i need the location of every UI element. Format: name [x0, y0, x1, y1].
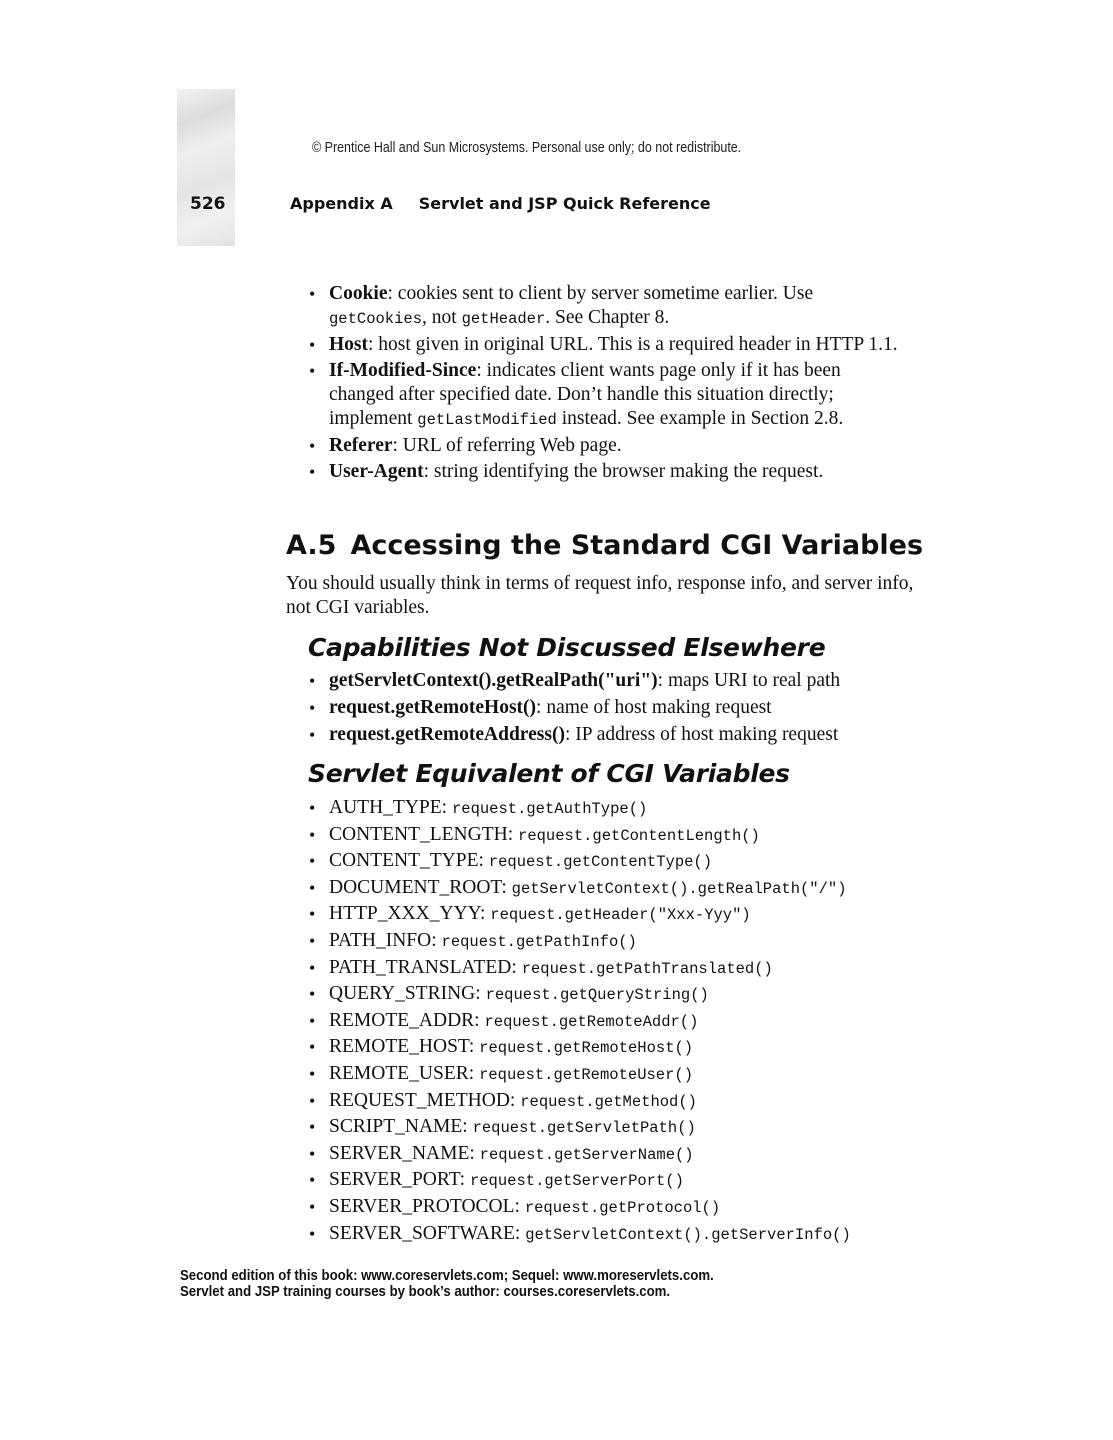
cgi-var: SERVER_NAME — [329, 1142, 470, 1164]
subheading-capabilities: Capabilities Not Discussed Elsewhere — [308, 633, 826, 662]
cgi-var: REMOTE_USER — [329, 1062, 469, 1084]
desc: : name of host making request — [536, 697, 772, 718]
list-item-host — [307, 333, 907, 357]
code: request.getMethod() — [520, 1092, 697, 1111]
list-item: • SERVER_PORT: request.getServerPort() — [307, 1168, 927, 1195]
section-heading — [286, 530, 923, 561]
cgi-var: SCRIPT_NAME — [329, 1116, 463, 1138]
cgi-var: SERVER_PORT — [329, 1169, 460, 1191]
list-item — [307, 696, 927, 720]
term: Referer — [329, 435, 393, 456]
code: getLastModified — [417, 411, 557, 429]
cgi-var: CONTENT_TYPE — [329, 850, 479, 872]
code: getServletContext().getServerInfo() — [525, 1225, 851, 1244]
code: getServletContext().getRealPath("/") — [511, 879, 847, 898]
cgi-var: REQUEST_METHOD — [329, 1089, 510, 1111]
cgi-var: CONTENT_LENGTH — [329, 823, 508, 845]
request-headers-list — [307, 282, 907, 486]
desc: : string identifying the browser making the request. — [423, 461, 824, 482]
footer-line-1: Second edition of this book: www.coreservlets.com; Sequel: www.moreservlets.com. — [180, 1267, 714, 1284]
list-item: • PATH_INFO: request.getPathInfo() — [307, 929, 927, 956]
term: If-Modified-Since — [329, 360, 477, 381]
code: request.getRemoteAddr() — [484, 1012, 699, 1031]
list-item: • AUTH_TYPE: request.getAuthType() — [307, 796, 927, 823]
list-item: • CONTENT_TYPE: request.getContentType() — [307, 849, 927, 876]
page-edge-tab — [177, 89, 235, 246]
cgi-var: HTTP_XXX_YYY — [329, 903, 480, 925]
code: request.getServletPath() — [472, 1119, 696, 1138]
code: request.getRemoteUser() — [479, 1065, 693, 1084]
running-head — [290, 194, 711, 213]
section-title: Accessing the Standard CGI Variables — [350, 530, 924, 561]
list-item: • HTTP_XXX_YYY: request.getHeader("Xxx-Yyy") — [307, 902, 927, 929]
list-item-if-modified-since — [307, 359, 907, 432]
code: request.getPathTranslated() — [521, 959, 773, 978]
list-item: • DOCUMENT_ROOT: getServletContext().getRealPath("/") — [307, 876, 927, 903]
term: Host — [329, 334, 368, 355]
term: Cookie — [329, 283, 388, 304]
cgi-var: PATH_TRANSLATED — [329, 956, 512, 978]
desc: : cookies sent to client by server sometime earlier. Use — [387, 283, 814, 304]
term: User-Agent — [329, 461, 424, 482]
list-item: • SERVER_PROTOCOL: request.getProtocol() — [307, 1195, 927, 1222]
list-item: • QUERY_STRING: request.getQueryString() — [307, 982, 927, 1009]
list-item-cookie — [307, 282, 907, 331]
code: request.getRemoteHost() — [479, 1039, 694, 1058]
cgi-var: AUTH_TYPE — [329, 797, 442, 818]
page-footer — [180, 1268, 714, 1300]
list-item — [307, 669, 927, 693]
subheading-cgi-equivalents: Servlet Equivalent of CGI Variables — [308, 759, 790, 788]
list-item-referer — [307, 434, 907, 458]
cgi-variables-list — [307, 796, 927, 1248]
desc: instead. See example in Section 2.8. — [556, 408, 844, 429]
list-item-user-agent — [307, 460, 907, 484]
list-item: • REMOTE_ADDR: request.getRemoteAddr() — [307, 1009, 927, 1036]
section-number: A.5 — [286, 530, 337, 561]
page-number: 526 — [190, 194, 226, 214]
desc: : URL of referring Web page. — [392, 435, 622, 456]
desc: : maps URI to real path — [657, 670, 841, 691]
list-item: • SCRIPT_NAME: request.getServletPath() — [307, 1115, 927, 1142]
cgi-var: DOCUMENT_ROOT — [329, 876, 502, 898]
copyright-notice: © Prentice Hall and Sun Microsystems. Personal use only; do not redistribute. — [312, 140, 742, 156]
cgi-var: SERVER_SOFTWARE — [329, 1222, 515, 1244]
list-item: • PATH_TRANSLATED: request.getPathTranslated() — [307, 956, 927, 983]
desc: : indicates client wants page only if it has been changed after specified date. Don’t handle this situation directly; implement — [329, 360, 841, 429]
running-head-chapter: Appendix A — [290, 194, 393, 213]
code: request.getContentLength() — [518, 826, 760, 845]
list-item: • CONTENT_LENGTH: request.getContentLength() — [307, 823, 927, 850]
code: request.getProtocol() — [524, 1198, 721, 1217]
list-item: • REMOTE_HOST: request.getRemoteHost() — [307, 1035, 927, 1062]
code: getHeader — [461, 310, 546, 328]
method: request.getRemoteHost() — [329, 697, 537, 718]
code: request.getContentType() — [488, 853, 713, 872]
desc: , not — [422, 307, 462, 328]
code: request.getAuthType() — [451, 800, 648, 818]
list-item: • REMOTE_USER: request.getRemoteUser() — [307, 1062, 927, 1089]
running-head-title: Servlet and JSP Quick Reference — [418, 194, 711, 213]
cgi-var: PATH_INFO — [329, 929, 432, 951]
cgi-var: QUERY_STRING — [329, 983, 476, 1005]
section-intro: You should usually think in terms of request info, response info, and server info, not CGI variables. — [286, 573, 914, 618]
code: request.getQueryString() — [485, 986, 709, 1005]
list-item: • SERVER_NAME: request.getServerName() — [307, 1142, 927, 1169]
list-item: • REQUEST_METHOD: request.getMethod() — [307, 1089, 927, 1116]
cgi-var: REMOTE_ADDR — [329, 1009, 475, 1031]
code: request.getServerPort() — [469, 1172, 684, 1191]
list-item — [307, 723, 927, 747]
code: getCookies — [329, 310, 423, 328]
desc: . See Chapter 8. — [545, 307, 670, 328]
method: getServletContext().getRealPath("uri") — [329, 670, 658, 691]
method: request.getRemoteAddress() — [329, 724, 565, 745]
code: request.getPathInfo() — [441, 932, 637, 951]
desc: : IP address of host making request — [564, 724, 839, 745]
capabilities-list — [307, 669, 927, 750]
desc: : host given in original URL. This is a required header in HTTP 1.1. — [368, 334, 898, 355]
cgi-var: SERVER_PROTOCOL — [329, 1195, 515, 1217]
footer-line-2: Servlet and JSP training courses by book’s author: courses.coreservlets.com. — [180, 1283, 671, 1300]
code: request.getServerName() — [479, 1145, 694, 1164]
cgi-var: REMOTE_HOST — [329, 1036, 469, 1058]
code: request.getHeader("Xxx-Yyy") — [490, 906, 751, 925]
list-item: • SERVER_SOFTWARE: getServletContext().getServerInfo() — [307, 1222, 927, 1249]
